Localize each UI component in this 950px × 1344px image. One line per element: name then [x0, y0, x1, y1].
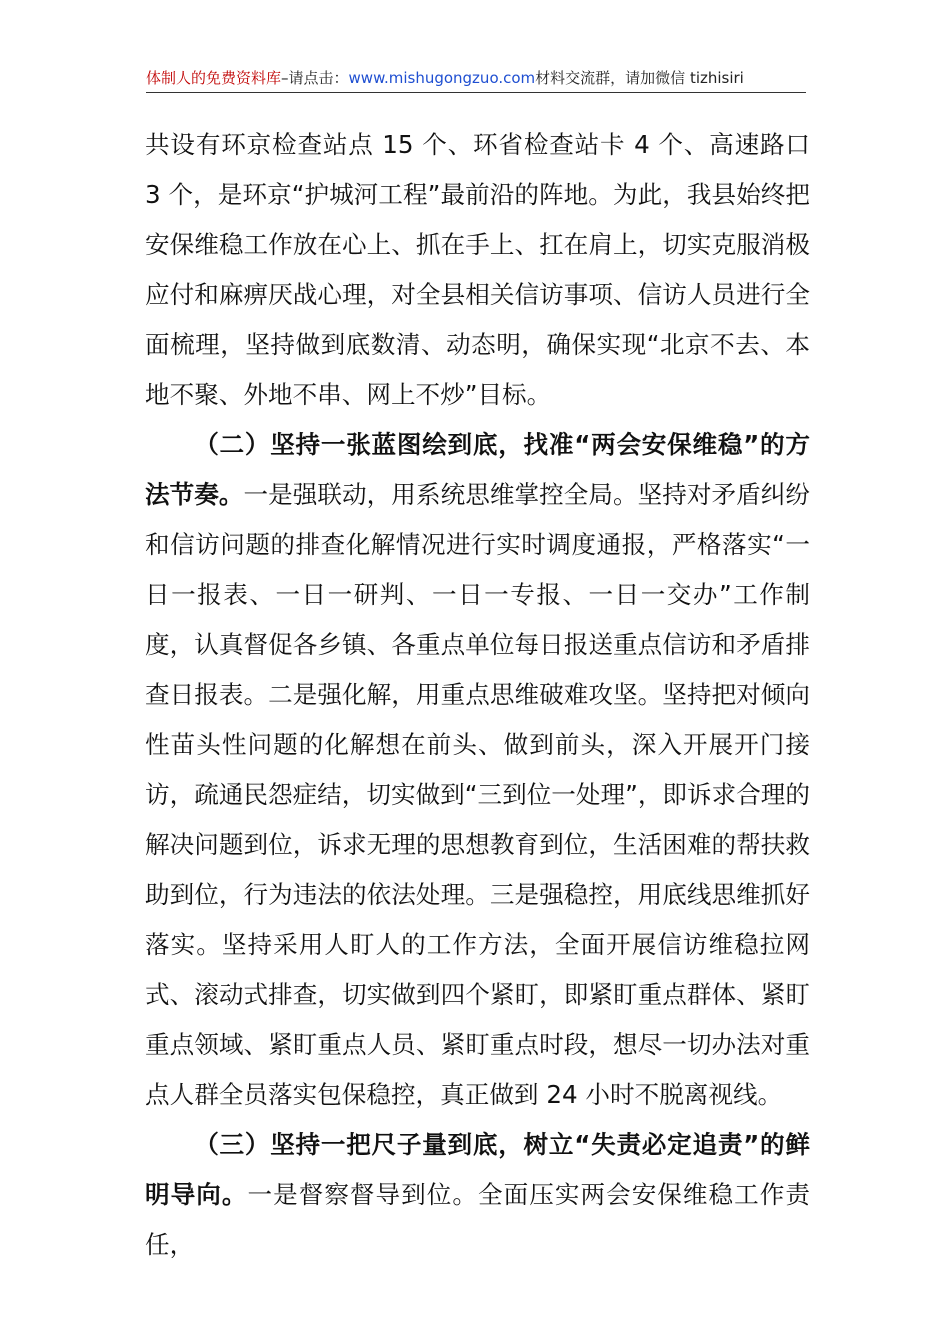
- paragraph-text: 一是强联动，用系统思维掌控全局。坚持对矛盾纠纷和信访问题的排查化解情况进行实时调度通报，严格落实“一日一报表、一日一研判、一日一专报、一日一交办”工作制度，认真督促各乡镇、各重点单位每日报送重点信访和矛盾排查日报表。二是强化解，用重点思维破难攻坚。坚持把对倾向性苗头性问题的化解想在前头、做到前头，深入开展开门接访，疏通民怨症结，切实做到“三到位一处理”，即诉求合理的解决问题到位，诉求无理的思想教育到位，生活困难的帮扶救助到位，行为违法的依法处理。三是强稳控，用底线思维抓好落实。坚持采用人盯人的工作方法，全面开展信访维稳拉网式、滚动式排查，切实做到四个紧盯，即紧盯重点群体、紧盯重点领域、紧盯重点人员、紧盯重点时段，想尽一切办法对重点人群全员落实包保稳控，真正做到 24 小时不脱离视线。: [145, 480, 810, 1109]
- library-name: 体制人的免费资料库: [146, 69, 282, 87]
- click-prompt: –请点击：: [281, 69, 349, 87]
- paragraph-text: 共设有环京检查站点 15 个、环省检查站卡 4 个、高速路口 3 个，是环京“护城河工程”最前沿的阵地。为此，我县始终把安保维稳工作放在心上、抓在手上、扛在肩上，切实克服消极应付和麻痹厌战心理，对全县相关信访事项、信访人员进行全面梳理，坚持做到底数清、动态明，确保实现“北京不去、本地不聚、外地不串、网上不炒”目标。: [145, 130, 810, 409]
- paragraph-text: 一是督察督导到位。全面压实两会安保维稳工作责任，: [145, 1180, 810, 1259]
- paragraph-3: [145, 1120, 810, 1270]
- document-body: [145, 120, 810, 1270]
- group-note: 材料交流群，请加微信 tizhisiri: [535, 69, 744, 87]
- section-heading: （三）坚持一把尺子量到底，树立“失责必定追责”的鲜明导向。: [145, 1130, 810, 1209]
- section-heading: （二）坚持一张蓝图绘到底，找准“两会安保维稳”的方法节奏。: [145, 430, 810, 509]
- paragraph-1: [145, 120, 810, 420]
- paragraph-2: [145, 420, 810, 1120]
- website-link[interactable]: www.mishugongzuo.com: [348, 69, 536, 87]
- page-header: [146, 66, 806, 93]
